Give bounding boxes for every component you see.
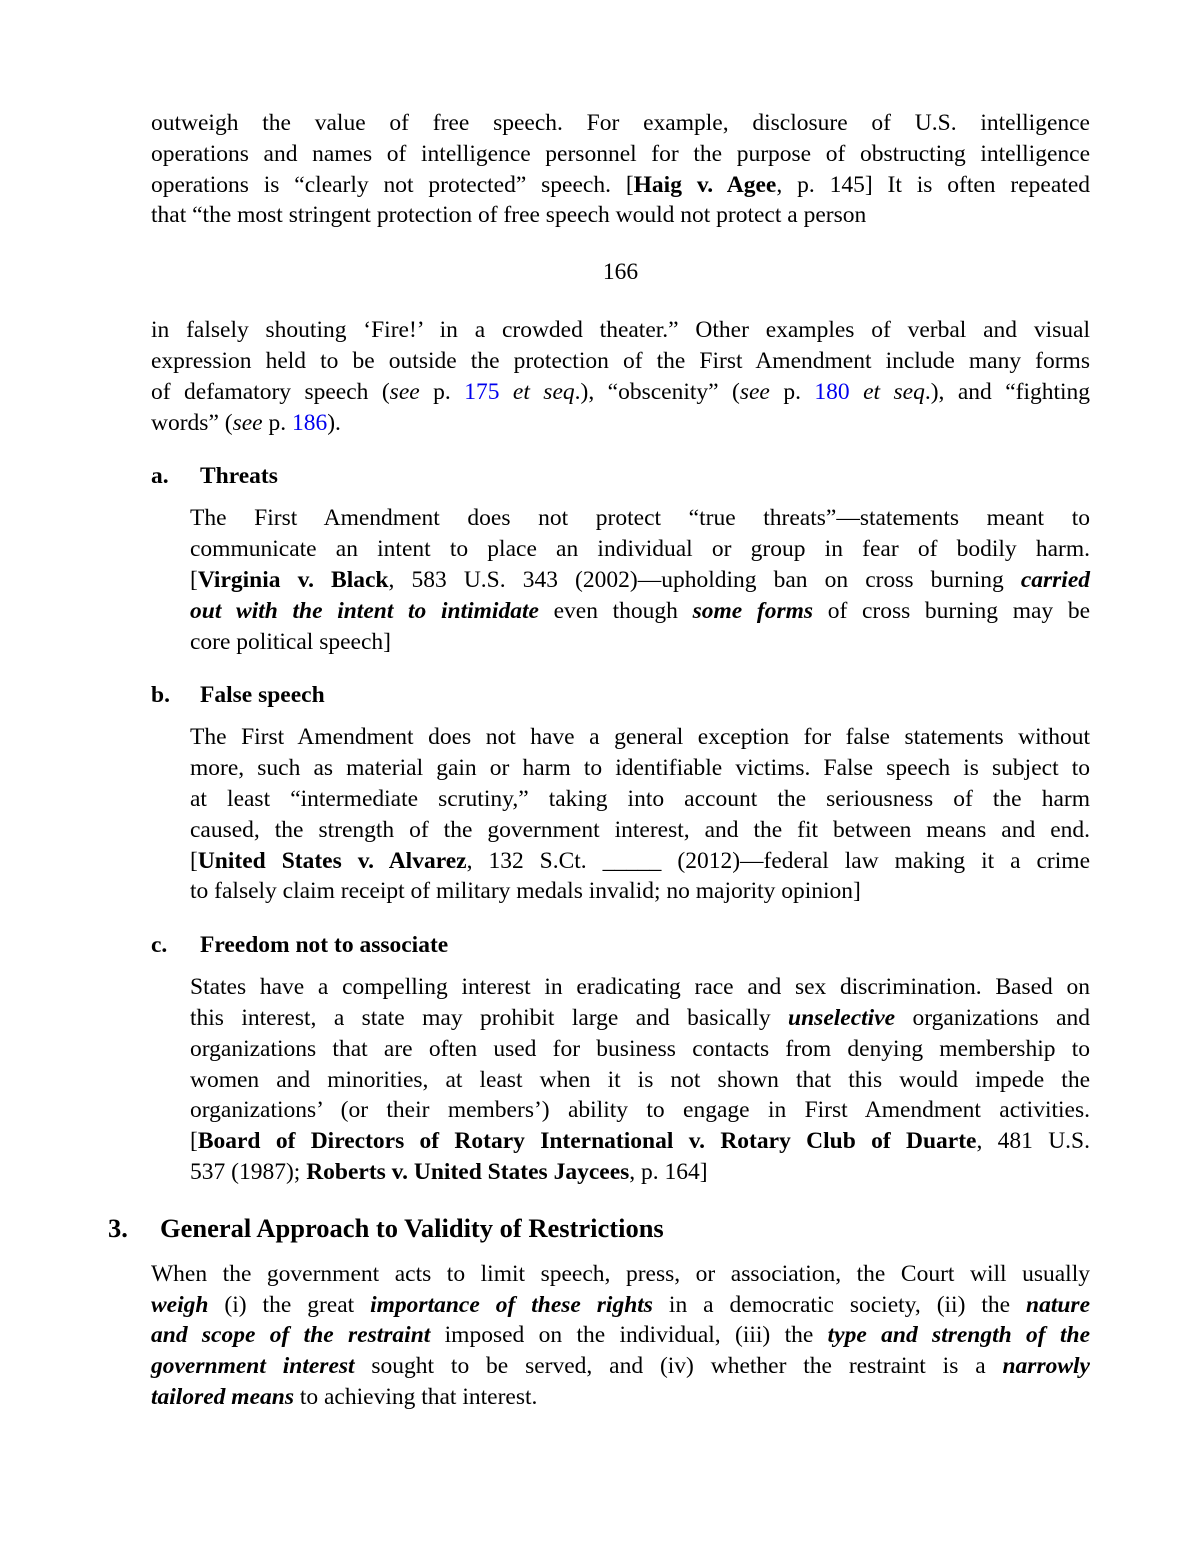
text-run: to falsely claim receipt of military medals invalid; no majority opinion] — [190, 878, 861, 905]
text-line — [151, 139, 1090, 170]
text-line — [190, 1157, 1090, 1188]
text-run: core political speech] — [190, 628, 391, 655]
text-run: United States v. Alvarez — [197, 847, 467, 874]
text-line — [190, 1034, 1090, 1065]
document-page — [108, 108, 1091, 1413]
heading-label: c. — [151, 932, 168, 959]
text-run: The First Amendment does not have a general exception for false statements without — [190, 724, 1090, 751]
text-run: The First Amendment does not protect “true threats”—statements meant to — [190, 505, 1090, 532]
paragraph-false-speech — [190, 722, 1090, 907]
text-line — [190, 846, 1090, 877]
section-number: 3. — [108, 1212, 128, 1243]
text-run: see — [232, 409, 263, 436]
text-line — [151, 315, 1090, 346]
text-run: unselective — [788, 1004, 896, 1031]
text-run: imposed on the individual, (iii) the — [430, 1322, 828, 1349]
page-link[interactable]: 175 — [464, 378, 500, 405]
page-link[interactable]: 180 — [814, 378, 850, 405]
text-run: , 583 U.S. 343 (2002)—upholding ban on cross burning — [388, 566, 1021, 593]
text-run: of defamatory speech ( — [151, 378, 390, 405]
heading-false-speech — [151, 680, 1090, 711]
text-run: p. — [769, 378, 815, 405]
page-number: 166 — [602, 259, 639, 286]
text-run: , p. 164] — [629, 1158, 708, 1185]
text-run: carried — [1020, 566, 1091, 593]
text-run: Roberts v. United States Jaycees — [306, 1158, 630, 1185]
heading-label: a. — [151, 463, 169, 490]
text-line — [190, 815, 1090, 846]
text-line — [190, 1095, 1090, 1126]
text-line — [151, 1320, 1090, 1351]
text-run: outweigh the value of free speech. For example, disclosure of U.S. intelligence — [151, 110, 1090, 136]
text-run: [ — [190, 566, 198, 593]
text-run: , p. 145] It is often repeated — [776, 171, 1091, 198]
text-run: sought to be served, and (iv) whether the restraint is a — [354, 1353, 1003, 1380]
text-line — [151, 108, 1090, 139]
paragraph-approach — [151, 1259, 1090, 1413]
text-line — [151, 346, 1090, 377]
text-line — [151, 1382, 1090, 1413]
heading-label: b. — [151, 682, 170, 709]
text-run: government interest — [151, 1353, 355, 1380]
text-run: .), “obscenity” ( — [574, 378, 740, 405]
text-line — [190, 876, 1090, 907]
paragraph-intro — [151, 108, 1090, 231]
text-run: nature — [1026, 1291, 1091, 1318]
text-run: see — [389, 378, 420, 405]
text-run: organizations that are often used for business contacts from denying membership to — [190, 1035, 1090, 1062]
text-run: p. — [262, 409, 292, 436]
text-line — [151, 1351, 1090, 1382]
text-run: organizations and — [895, 1004, 1091, 1031]
paragraph-associate — [190, 972, 1090, 1188]
text-run: caused, the strength of the government interest, and the fit between means and end. — [190, 816, 1090, 843]
section-title: General Approach to Validity of Restrictions — [160, 1212, 664, 1243]
text-run: States have a compelling interest in eradicating race and sex discrimination. Based on — [190, 974, 1090, 1001]
text-line — [190, 627, 1090, 658]
text-run — [499, 379, 512, 405]
text-run: Haig v. Agee — [633, 171, 777, 198]
text-run: ). — [327, 409, 341, 436]
text-line — [190, 784, 1090, 815]
text-run: out with the intent to intimidate — [190, 597, 539, 624]
text-run: 537 (1987); — [190, 1158, 307, 1185]
text-run: When the government acts to limit speech, press, or association, the Court will usually — [151, 1260, 1090, 1287]
text-line — [151, 408, 1090, 439]
text-line — [190, 1065, 1090, 1096]
text-run: operations is “clearly not protected” speech. [ — [151, 171, 634, 198]
heading-title: Freedom not to associate — [200, 932, 449, 959]
text-run: at least “intermediate scrutiny,” taking into account the seriousness of the harm — [190, 785, 1090, 812]
text-run: and scope of the restraint — [151, 1322, 431, 1349]
text-run: importance of these rights — [370, 1291, 653, 1318]
text-run: tailored means — [151, 1383, 294, 1410]
text-line — [190, 565, 1090, 596]
text-run: even though — [538, 597, 693, 624]
text-line — [151, 170, 1090, 201]
text-line — [151, 1290, 1090, 1321]
text-line — [190, 1003, 1090, 1034]
text-run: see — [739, 378, 770, 405]
heading-title: Threats — [200, 463, 278, 490]
text-run: , 132 S.Ct. _____ (2012)—federal law making it a crime — [466, 847, 1090, 874]
text-run: of cross burning may be — [813, 597, 1091, 624]
text-run: in a democratic society, (ii) the — [652, 1291, 1027, 1318]
heading-threats — [151, 461, 1090, 492]
text-run: organizations’ (or their members’) ability to engage in First Amendment activities. — [190, 1097, 1090, 1124]
text-run: Virginia v. Black — [197, 566, 389, 593]
text-run: this interest, a state may prohibit large and basically — [190, 1004, 789, 1031]
paragraph-exceptions — [151, 315, 1090, 438]
text-line — [190, 753, 1090, 784]
text-run — [850, 379, 863, 405]
text-run: that “the most stringent protection of free speech would not protect a person — [151, 202, 867, 229]
text-run: [ — [190, 847, 198, 874]
text-run: Board of Directors of Rotary International v. Rotary Club of Duarte — [197, 1128, 977, 1155]
text-line — [151, 200, 1090, 231]
text-run: expression held to be outside the protection of the First Amendment include many forms — [151, 347, 1090, 374]
text-run: p. — [419, 378, 465, 405]
text-run: type and strength of the — [827, 1322, 1090, 1349]
text-run: words” ( — [151, 409, 233, 436]
paragraph-threats — [190, 503, 1090, 657]
text-run: some forms — [692, 597, 814, 624]
section-heading-general-approach — [108, 1211, 1090, 1245]
text-run: , 481 U.S. — [976, 1128, 1090, 1155]
text-run: et seq — [863, 378, 925, 405]
text-run: et seq — [512, 378, 575, 405]
text-run: to achieving that interest. — [293, 1383, 538, 1410]
text-run: (i) the great — [208, 1291, 371, 1318]
text-line — [190, 596, 1090, 627]
page-link[interactable]: 186 — [291, 409, 328, 436]
text-line — [190, 503, 1090, 534]
text-run: [ — [190, 1128, 198, 1155]
text-run: .), and “fighting — [924, 378, 1091, 405]
text-line — [190, 972, 1090, 1003]
heading-freedom-not-to-associate — [151, 930, 1090, 961]
text-line — [151, 1259, 1090, 1290]
text-run: operations and names of intelligence personnel for the purpose of obstructing intelligence — [151, 140, 1090, 167]
heading-title: False speech — [200, 682, 325, 709]
text-line — [190, 722, 1090, 753]
text-line — [190, 534, 1090, 565]
text-run: women and minorities, at least when it is not shown that this would impede the — [190, 1066, 1090, 1093]
text-line — [151, 377, 1090, 408]
text-run: communicate an intent to place an individual or group in fear of bodily harm. — [190, 536, 1090, 563]
text-run: in falsely shouting ‘Fire!’ in a crowded theater.” Other examples of verbal and visual — [151, 317, 1090, 344]
text-run: weigh — [151, 1291, 209, 1318]
text-run: more, such as material gain or harm to identifiable victims. False speech is subject to — [190, 755, 1090, 782]
text-line — [190, 1126, 1090, 1157]
text-run: narrowly — [1002, 1353, 1090, 1380]
